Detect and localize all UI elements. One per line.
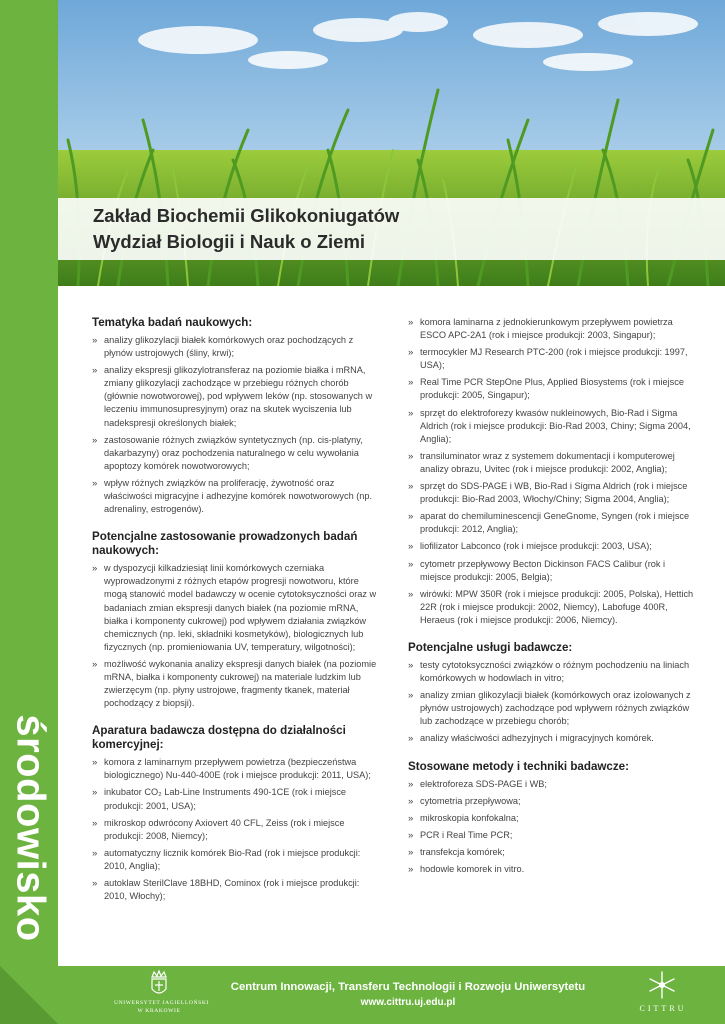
section-heading: Aparatura badawcza dostępna do działalności komercyjnej: (92, 724, 346, 752)
star-icon (647, 970, 677, 1000)
sidebar-label (2, 714, 58, 942)
section-heading: Potencjalne usługi badawcze: (408, 640, 573, 654)
equipment-section (92, 724, 382, 903)
list-item: » autoklaw SterilClave 18BHD, Cominox (rok i miejsce produkcji: 2010, Włochy); (92, 877, 382, 903)
uj-logo-text: UNIWERSYTET JAGIELLOŃSKI (114, 1000, 209, 1006)
list-item: » elektroforeza SDS-PAGE i WB; (408, 778, 698, 791)
services-section (408, 641, 698, 746)
left-column (92, 316, 382, 917)
applications-section (92, 530, 382, 710)
bullet-list (408, 316, 698, 627)
list-item: » transfekcja komórek; (408, 846, 698, 859)
methods-section (408, 760, 698, 877)
page-title: Zakład Biochemii Glikokoniugatów (93, 205, 400, 226)
section-heading: Stosowane metody i techniki badawcze: (408, 759, 629, 773)
list-item: » wpływ różnych związków na proliferację, żywotność oraz właściwości migracyjne i adhezyjne komórek nowotworowych (np. adrenaliny, estrogenów). (92, 477, 382, 516)
list-item: » liofilizator Labconco (rok i miejsce produkcji: 2003, USA); (408, 540, 698, 553)
list-item: » mikroskopia konfokalna; (408, 812, 698, 825)
list-item: » cytometria przepływowa; (408, 795, 698, 808)
list-item: » analizy ekspresji glikozylotransferaz na poziomie białka i mRNA, zmiany glikozylacji zachodzące w przebiegu różnych chorób (głównie nowotworowej), pod wpływem leków (np. stosowanych w leczeniu immunosupresyjnym) oraz na skutek wyciszenia lub nadekspresji określonych białek; (92, 364, 382, 429)
list-item: » możliwość wykonania analizy ekspresji danych białek (na poziomie mRNA, białka i komponenty cukrowej) na materiale ludzkim lub zwierzęcym (np. płyny ustrojowe, fragmenty tkanek, materiał pochodzący z biopsji). (92, 658, 382, 710)
bullet-list (408, 778, 698, 877)
equipment-continued-section (408, 316, 698, 627)
section-heading: Tematyka badań naukowych: (92, 316, 253, 329)
list-item: » wirówki: MPW 350R (rok i miejsce produkcji: 2005, Polska), Hettich 22R (rok i miejsce produkcji: 2002, Niemcy), Labofuge 400R, Heraeus (rok i miejsce produkcji: 2006, Niemcy). (408, 588, 698, 627)
cittru-logo-text: CITTRU (639, 1004, 687, 1013)
research-topics-section (92, 316, 382, 516)
page-subtitle: Wydział Biologii i Nauk o Ziemi (93, 231, 366, 252)
bullet-list (408, 659, 698, 746)
section-heading: Potencjalne zastosowanie prowadzonych badań naukowych: (92, 530, 358, 558)
list-item: » mikroskop odwrócony Axiovert 40 CFL, Zeiss (rok i miejsce produkcji: 2008, Niemcy); (92, 817, 382, 843)
bullet-list (92, 334, 382, 516)
uj-logo (114, 969, 209, 1021)
footer-bar (58, 966, 725, 1024)
list-item: » cytometr przepływowy Becton Dickinson FACS Calibur (rok i miejsce produkcji: 2005, Belgia); (408, 558, 698, 584)
list-item: » sprzęt do SDS-PAGE i WB, Bio-Rad i Sigma Aldrich (rok i miejsce produkcji: Bio-Rad 2003, Włochy/Chiny; Sigma 2004, Anglia); (408, 480, 698, 506)
list-item: » Real Time PCR StepOne Plus, Applied Biosystems (rok i miejsce produkcji: 2005, Singapur); (408, 376, 698, 402)
list-item: » komora z laminarnym przepływem powietrza (bezpieczeństwa biologicznego) Nu-440-400E (rok i miejsce produkcji: 2011, USA); (92, 756, 382, 782)
uj-logo-subtext: W KRAKOWIE (137, 1008, 181, 1014)
bullet-list (92, 562, 382, 710)
bullet-list (92, 756, 382, 903)
list-item: » termocykler MJ Research PTC-200 (rok i miejsce produkcji: 1997, USA); (408, 346, 698, 372)
crown-emblem-icon (148, 969, 170, 999)
list-item: » w dyspozycji kilkadziesiąt linii komórkowych czerniaka wyprowadzonymi z różnych etapów progresji nowotworu, które mogą stanowić model badawczy w ocenie cytotoksyczności oraz w badaniach zmian ekspresji danych białek (na poziomie mRNA, białka i komponenty cukrowej) pod wpływem działania związków chemicznych (np. leki, składniki kosmetyków), biologicznych lub fizycznych (np. promieniowania UV, temperatury, wilgotności); (92, 562, 382, 654)
list-item: » automatyczny licznik komórek Bio-Rad (rok i miejsce produkcji: 2010, Anglia); (92, 847, 382, 873)
list-item: » testy cytotoksyczności związków o różnym pochodzeniu na liniach komórkowych w hodowlach in vitro; (408, 659, 698, 685)
footer-organization: Centrum Innowacji, Transferu Technologii i Rozwoju Uniwersytetu (230, 981, 586, 993)
corner-triangle (0, 966, 58, 1024)
list-item: » PCR i Real Time PCR; (408, 829, 698, 842)
list-item: » aparat do chemiluminescencji GeneGnome, Syngen (rok i miejsce produkcji: 2012, Anglia); (408, 510, 698, 536)
list-item: » transiluminator wraz z systemem dokumentacji i komputerowej analizy obrazu, Uvitec (rok i miejsce produkcji: 2002, Anglia); (408, 450, 698, 476)
list-item: » analizy glikozylacji białek komórkowych oraz pochodzących z płynów ustrojowych (śliny, krwi); (92, 334, 382, 360)
list-item: » analizy zmian glikozylacji białek (komórkowych oraz izolowanych z płynów ustrojowych) zachodzące pod wpływem różnych związków lub zachodzące w przebiegu chorób; (408, 689, 698, 728)
list-item: » analizy właściwości adhezyjnych i migracyjnych komórek. (408, 732, 698, 745)
right-column (408, 316, 698, 890)
list-item: » inkubator CO₂ Lab-Line Instruments 490-1CE (rok i miejsce produkcji: 2001, USA); (92, 786, 382, 812)
footer-website-link[interactable]: www.cittru.uj.edu.pl (360, 997, 456, 1008)
cittru-logo (623, 970, 703, 1020)
list-item: » sprzęt do elektroforezy kwasów nukleinowych, Bio-Rad i Sigma Aldrich (rok i miejsce produkcji: Bio-Rad 2003, Chiny; Sigma 2004, Anglia); (408, 407, 698, 446)
list-item: » zastosowanie różnych związków syntetycznych (np. cis-platyny, dakarbazyny) oraz pochodzenia naturalnego w celu wywołania apoptozy komórek nowotworowych; (92, 434, 382, 473)
list-item: » hodowle komorek in vitro. (408, 863, 698, 876)
list-item: » komora laminarna z jednokierunkowym przepływem powietrza ESCO APC-2A1 (rok i miejsce produkcji: 2003, Singapur); (408, 316, 698, 342)
sidebar-label-text: środowisko (8, 714, 53, 942)
